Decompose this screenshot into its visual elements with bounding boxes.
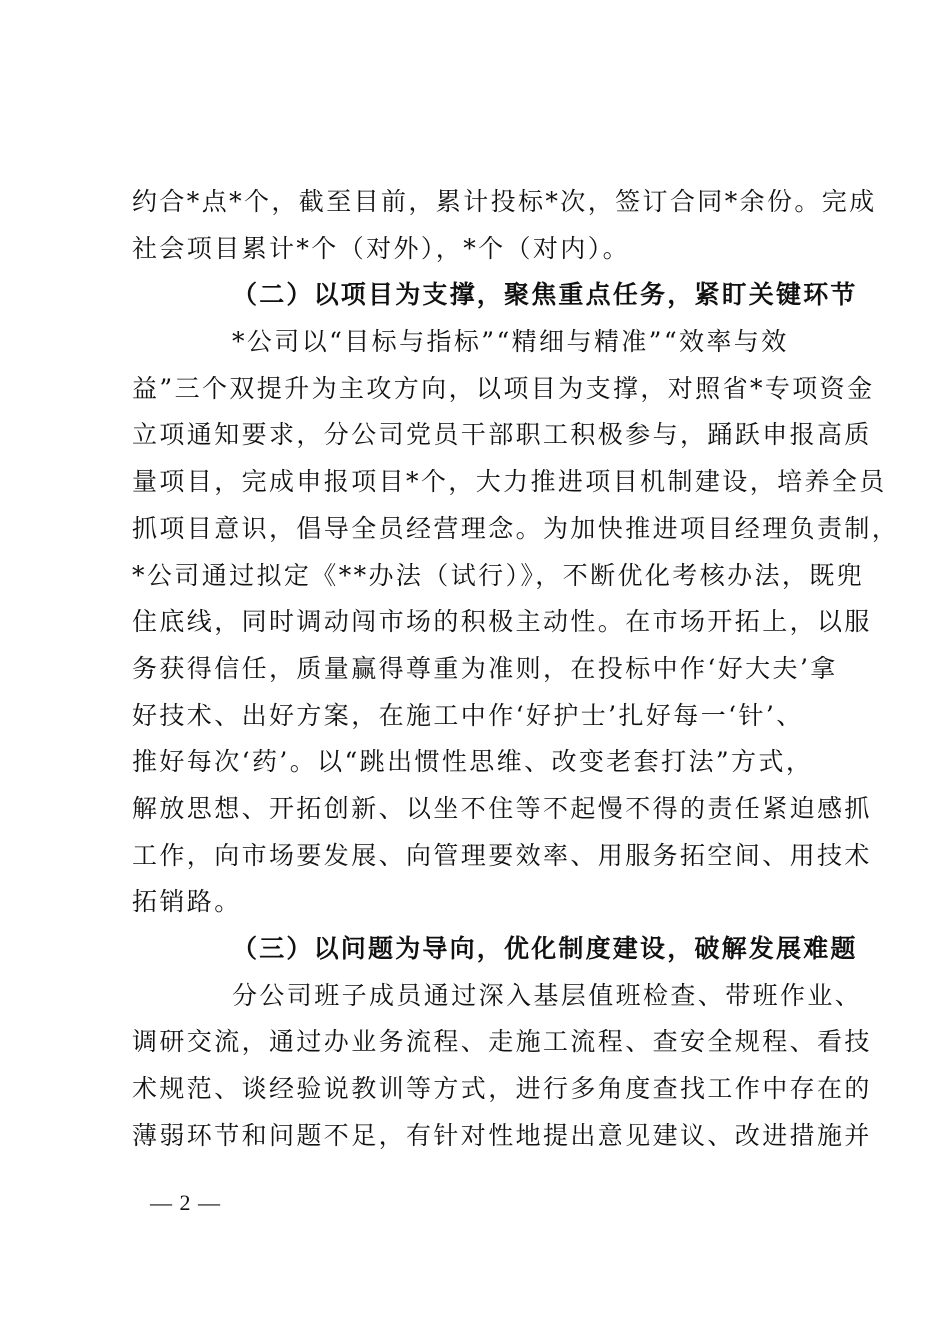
section-heading-2: （二）以项目为支撑，聚焦重点任务，紧盯关键环节	[232, 280, 858, 310]
text-line: 工作，向市场要发展、向管理要效率、用服务拓空间、用技术	[132, 840, 872, 870]
text-line: 解放思想、开拓创新、以坐不住等不起慢不得的责任紧迫感抓	[132, 793, 872, 823]
text-line: 术规范、谈经验说教训等方式，进行多角度查找工作中存在的	[132, 1074, 872, 1104]
text-line: 社会项目累计*个（对外），*个（对内）。	[132, 233, 631, 263]
text-line: 拓销路。	[132, 887, 242, 917]
page-number: — 2 —	[150, 1190, 221, 1215]
text-line: 住底线，同时调动闯市场的积极主动性。在市场开拓上，以服	[132, 607, 872, 637]
text-line: 益”三个双提升为主攻方向，以项目为支撑，对照省*专项资金	[132, 373, 875, 403]
text-line: *公司通过拟定《**办法（试行）》，不断优化考核办法，既兜	[132, 560, 865, 590]
text-line: 薄弱环节和问题不足，有针对性地提出意见建议、改进措施并	[132, 1120, 872, 1150]
text-line: 约合*点*个，截至目前，累计投标*次，签订合同*余份。完成	[132, 187, 877, 216]
text-line: 立项通知要求，分公司党员干部职工积极参与，踊跃申报高质	[132, 420, 872, 450]
section-heading-3: （三）以问题为导向，优化制度建设，破解发展难题	[232, 934, 858, 963]
text-line: 量项目，完成申报项目*个，大力推进项目机制建设，培养全员	[132, 467, 887, 497]
text-line: 务获得信任，质量赢得尊重为准则，在投标中作‘好大夫’拿	[132, 653, 838, 683]
text-line: 推好每次‘药’。以“跳出惯性思维、改变老套打法”方式，	[132, 747, 814, 777]
text-line: 调研交流，通过办业务流程、走施工流程、查安全规程、看技	[132, 1027, 872, 1057]
paragraph-start: *公司以“目标与指标”“精细与精准”“效率与效	[232, 327, 789, 357]
text-line: 好技术、出好方案，在施工中作‘好护士’扎好每一‘针’、	[132, 700, 804, 730]
text-line: 抓项目意识，倡导全员经营理念。为加快推进项目经理负责制，	[132, 513, 900, 543]
body-text	[132, 179, 900, 1159]
paragraph-start: 分公司班子成员通过深入基层值班检查、带班作业、	[232, 980, 863, 1010]
